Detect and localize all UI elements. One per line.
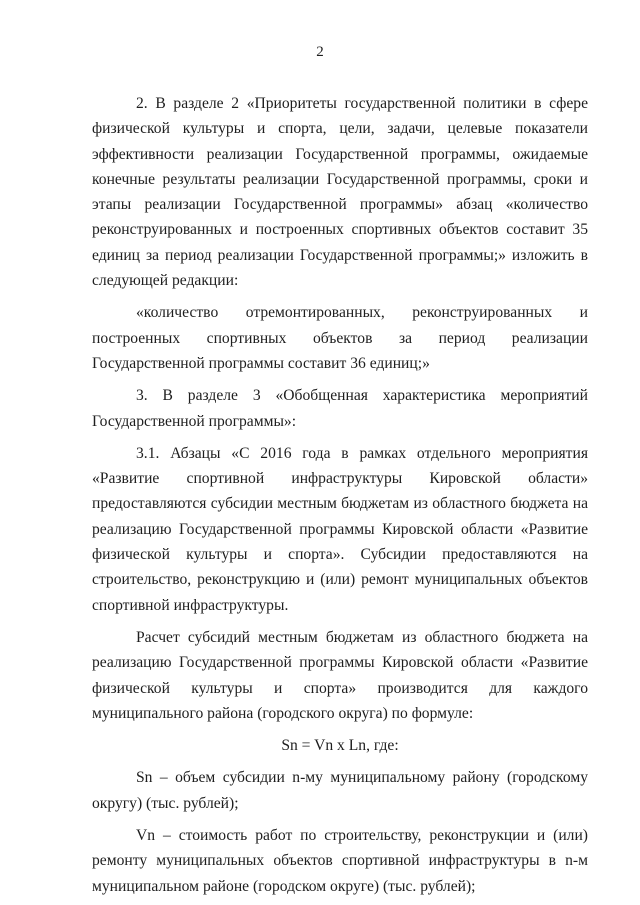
paragraph-new-wording: «количество отремонтированных, реконструированных и построенных спортивных объектов за период реализации Государственной программы составит 36 единиц;» xyxy=(92,304,588,372)
page-number: 2 xyxy=(316,44,324,60)
formula: Sn = Vn x Ln, где: xyxy=(281,737,399,755)
paragraph-vn-definition: Vn – стоимость работ по строительству, реконструкции и (или) ремонту муниципальных объектов спортивной инфраструктуры в n-м муниципальном районе (городском округе) (тыс. рублей); xyxy=(92,827,588,895)
paragraph-calculation: Расчет субсидий местным бюджетам из областного бюджета на реализацию Государственной программы Кировской области «Развитие физической культуры и спорта» производится для каждого муниципального района (городского округа) по формуле: xyxy=(92,628,588,722)
paragraph-section-2-amendment: 2. В разделе 2 «Приоритеты государственной политики в сфере физической культуры и спорта, цели, задачи, целевые показатели эффективности реализации Государственной программы, ожидаемые конечные результаты реализации Государственной программы, сроки и этапы реализации Государственной программы» абзац «количество реконструированных и построенных спортивных объектов составит 35 единиц за период реализации Государственной программы;» изложить в следующей редакции: xyxy=(92,95,588,290)
paragraph-sn-definition: Sn – объем субсидии n-му муниципальному району (городскому округу) (тыс. рублей); xyxy=(92,769,588,812)
document-body xyxy=(92,91,588,899)
paragraph-3-1-subsidies: 3.1. Абзацы «С 2016 года в рамках отдельного мероприятия «Развитие спортивной инфраструктуры Кировской области» предоставляются субсидии местным бюджетам из областного бюджета на реализацию Государственной программы Кировской области «Развитие физической культуры и спорта». Субсидии предоставляются на строительство, реконструкцию и (или) ремонт муниципальных объектов спортивной инфраструктуры. xyxy=(92,444,588,614)
paragraph-section-3-heading: 3. В разделе 3 «Обобщенная характеристика мероприятий Государственной программы»: xyxy=(92,387,588,430)
